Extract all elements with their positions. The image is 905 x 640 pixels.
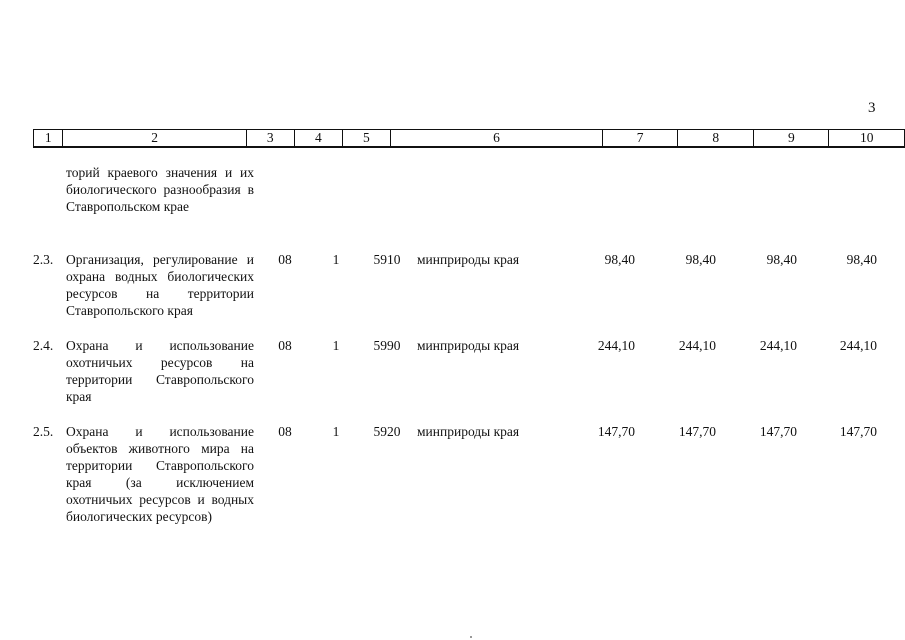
row-value-10: 98,40 [846,252,877,267]
row-code-item: 5920 [373,424,401,439]
row-code-subsection: 1 [332,338,340,353]
row-value-9: 244,10 [759,338,797,353]
row-number: 2.3. [33,252,54,267]
column-header-row [34,130,905,148]
row-value-8: 244,10 [678,338,716,353]
column-header: 3 [246,130,294,148]
row-code-subsection: 1 [332,424,340,439]
column-header: 5 [342,130,390,148]
row-organization: минприроды края [417,338,520,353]
row-number: 2.5. [33,424,54,439]
row-code-section: 08 [278,338,292,353]
column-header: 6 [390,130,602,148]
column-header: 4 [294,130,342,148]
scan-speck [470,636,472,638]
row-value-8: 147,70 [678,424,716,439]
row-organization: минприроды края [417,424,520,439]
row-value-9: 98,40 [766,252,797,267]
continuation-description: торий краевого значения и их биологического разнообразия в Ставропольском крае [66,165,254,214]
page-number: 3 [868,100,876,116]
column-header: 10 [829,130,905,148]
row-code-item: 5910 [373,252,401,267]
row-description: Охрана и использование объектов животного мира на территории Ставропольского края (за исключением охотничьих ресурсов и водных биологических ресурсов) [66,424,254,524]
row-code-section: 08 [278,252,292,267]
row-number: 2.4. [33,338,54,353]
row-code-section: 08 [278,424,292,439]
column-header: 2 [63,130,246,148]
column-header: 8 [678,130,754,148]
row-value-7: 98,40 [604,252,635,267]
row-description: Охрана и использование охотничьих ресурсов на территории Ставропольского края [66,338,254,404]
row-value-10: 147,70 [839,424,877,439]
row-organization: минприроды края [417,252,520,267]
row-description: Организация, регулирование и охрана водных биологических ресурсов на территории Ставропольского края [66,252,254,318]
row-code-item: 5990 [373,338,401,353]
column-header: 9 [754,130,829,148]
row-value-9: 147,70 [759,424,797,439]
row-value-10: 244,10 [839,338,877,353]
row-value-7: 244,10 [597,338,635,353]
row-value-7: 147,70 [597,424,635,439]
column-header: 1 [34,130,63,148]
row-code-subsection: 1 [332,252,340,267]
column-header-table [33,129,905,148]
row-value-8: 98,40 [685,252,716,267]
column-header: 7 [603,130,678,148]
